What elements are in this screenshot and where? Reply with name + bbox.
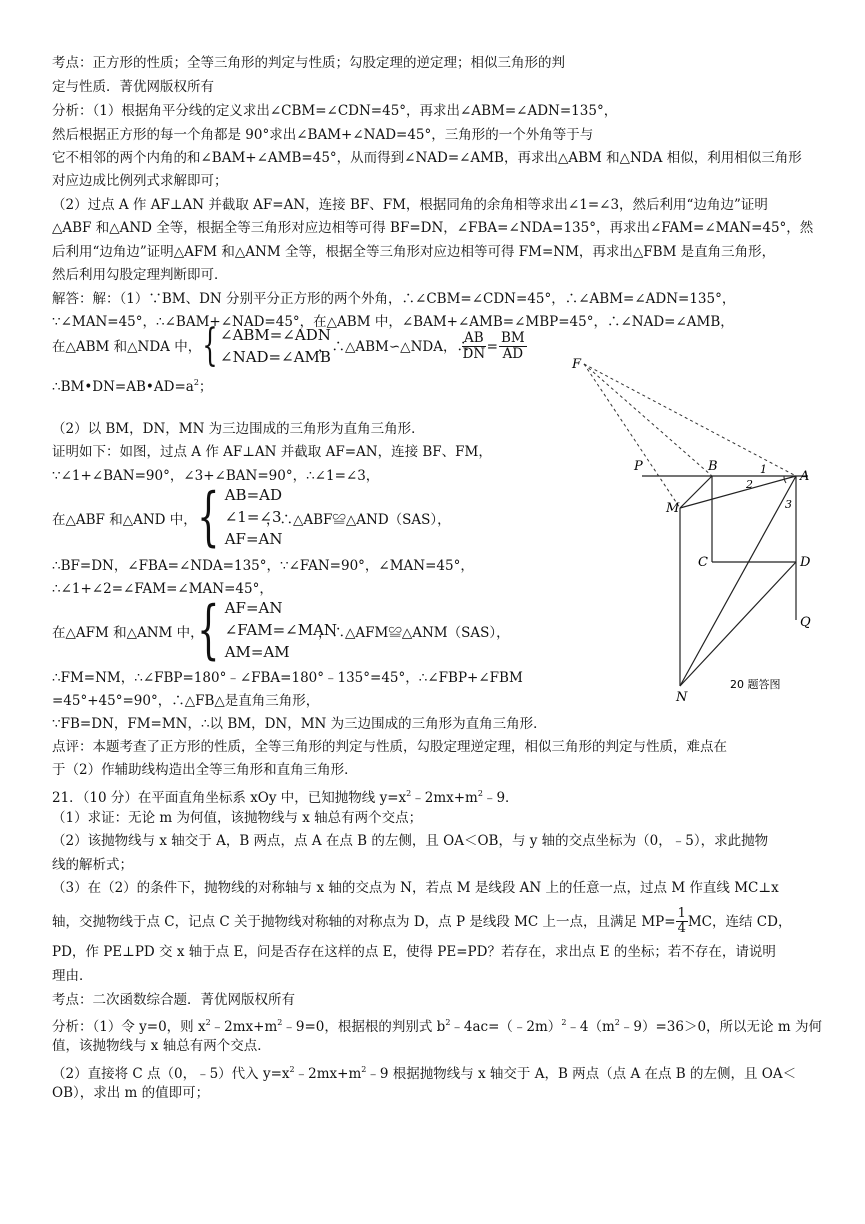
fraction-denominator: AD (502, 346, 524, 362)
brace-icon: { (202, 320, 218, 371)
text-line: 考点：正方形的性质；全等三角形的判定与性质；勾股定理的逆定理；相似三角形的判 (52, 55, 565, 71)
fraction-numerator: AB (464, 330, 484, 346)
text-line: （2）以 BM，DN，MN 为三边围成的三角形为直角三角形． (52, 421, 425, 437)
text-line: ∵∠MAN=45°，∴∠BAM+∠NAD=45°，在△ABM 中，∠BAM+∠AMB=∠MBP=45°，∴∠NAD=∠AMB， (52, 314, 734, 330)
text-line: 点评：本题考查了正方形的性质，全等三角形的判定与性质，勾股定理逆定理，相似三角形的判定与性质，难点在 (52, 739, 727, 755)
text-line: ∴FM=NM，∴∠FBP=180°﹣∠FBA=180°﹣135°=45°，∴∠FBP+∠FBM (52, 670, 523, 686)
question-21-title: 21．（10 分）在平面直角坐标系 xOy 中，已知抛物线 $y=x^2﹣2mx+m^2﹣9$． (52, 789, 519, 806)
system-prefix: 在△ABM 和△NDA 中， (52, 339, 202, 355)
angle-label-1: 1 (760, 463, 767, 476)
system-row: ∠FAM=∠MAN (224, 621, 338, 639)
fraction-numerator: BM (500, 330, 525, 346)
label-a: A (800, 469, 810, 484)
angle-label-2: 2 (746, 478, 753, 491)
fraction-denominator: DN (462, 346, 486, 362)
text-line: 后利用“边角边”证明△AFM 和△ANM 全等，根据全等三角形对应边相等可得 FM=NM，再求出△FBM 是直角三角形， (52, 244, 776, 260)
label-d: D (800, 555, 811, 570)
text-line: （1）求证：无论 m 为何值，该抛物线与 x 轴总有两个交点； (52, 810, 423, 826)
text-line: 定与性质．菁优网版权所有 (52, 79, 214, 95)
text-line: 它不相邻的两个内角的和∠BAM+∠AMB=45°，从而得到∠NAD=∠AMB，再求出△ABM 和△NDA 相似，利用相似三角形 (52, 150, 802, 166)
system-row: ∠1=∠3 (224, 508, 282, 526)
geometry-figure (570, 350, 830, 710)
text-line: 值，该抛物线与 x 轴总有两个交点． (52, 1038, 271, 1054)
text-line: 分析：（1）根据角平分线的定义求出∠CBM=∠CDN=45°，再求出∠ABM=∠ADN=135°， (52, 103, 618, 119)
label-q: Q (800, 615, 811, 630)
label-f: F (572, 357, 582, 372)
brace-icon: { (197, 593, 220, 667)
text-line: △ABF 和△AND 全等，根据全等三角形对应边相等可得 BF=DN，∠FBA=∠NDA=135°，再求出∠FAM=∠MAN=45°，然 (52, 220, 814, 236)
angle-label-3: 3 (785, 498, 792, 511)
text-line: 线的解析式； (52, 857, 133, 873)
text-line: 轴，交抛物线于点 C，记点 C 关于抛物线对称轴的对称点为 D，点 P 是线段 MC 上一点，且满足 MP= $\frac{1}{4}$ MC，连结 CD， (52, 906, 792, 936)
system-row: ∠ABM=∠ADN (220, 326, 331, 344)
text-line: 于（2）作辅助线构造出全等三角形和直角三角形． (52, 762, 358, 778)
text-line: ∴BF=DN，∠FBA=∠NDA=135°，∵∠FAN=90°，∠MAN=45°， (52, 558, 474, 574)
figure-caption: 20 题答图 (730, 678, 781, 691)
brace-icon: { (197, 480, 220, 554)
system-suffix: ，∴△AFM≌△ANM（SAS）， (318, 625, 510, 641)
system-prefix: 在△AFM 和△ANM 中， (52, 625, 204, 641)
text-line: 解答：解：（1）∵BM、DN 分别平分正方形的两个外角，∴∠CBM=∠CDN=45°，∴∠ABM=∠ADN=135°， (52, 291, 736, 307)
label-m: M (666, 501, 680, 516)
label-c: C (698, 555, 708, 570)
text-line: 证明如下：如图，过点 A 作 AF⊥AN 并截取 AF=AN，连接 BF、FM， (52, 444, 492, 460)
system-row: ∠NAD=∠AMB (220, 348, 331, 366)
text-line: ∵FB=DN，FM=MN，∴以 BM，DN，MN 为三边围成的三角形为直角三角形． (52, 716, 547, 732)
system-row: AM=AM (224, 643, 290, 661)
text-line: 然后利用勾股定理判断即可． (52, 267, 228, 283)
fraction-numerator: 1 (677, 906, 686, 921)
system-prefix: 在△ABF 和△AND 中， (52, 512, 197, 528)
equals-sign: = (486, 338, 498, 355)
system-row: AF=AN (224, 530, 283, 548)
equation-system (188, 593, 338, 667)
dashed-fa (584, 364, 796, 476)
text-line: 考点：二次函数综合题．菁优网版权所有 (52, 992, 295, 1008)
text-line: （3）在（2）的条件下，抛物线的对称轴与 x 轴的交点为 N，若点 M 是线段 AN 上的任意一点，过点 M 作直线 MC⊥x (52, 880, 779, 896)
text-line: =45°+45°=90°，∴△FB△是直角三角形， (52, 693, 320, 709)
segment-am (680, 476, 796, 508)
text-line: PD，作 PE⊥PD 交 x 轴于点 E，问是否存在这样的点 E，使得 PE=PD？若存在，求出点 E 的坐标；若不存在，请说明 (52, 944, 776, 960)
system-suffix: ，∴△ABF≌△AND（SAS）， (266, 512, 451, 528)
text-line: （2）直接将 C 点（0，﹣5）代入 $y=x^2﹣2mx+m^2﹣9$ 根据抛物线与 x 轴交于 A，B 两点（点 A 在点 B 的左侧，且 OA＜ (52, 1065, 797, 1082)
label-b: B (708, 459, 718, 474)
text-line: （2）过点 A 作 AF⊥AN 并截取 AF=AN，连接 BF、FM，根据同角的余角相等求出∠1=∠3，然后利用“边角边”证明 (52, 197, 768, 213)
text-line: （2）该抛物线与 x 轴交于 A，B 两点，点 A 在点 B 的左侧，且 OA＜OB，与 y 轴的交点坐标为（0，﹣5），求此抛物 (52, 833, 769, 849)
system-row: AF=AN (224, 599, 283, 617)
text-line: 然后根据正方形的每一个角都是 90°求出∠BAM+∠NAD=45°，三角形的一个外角等于与 (52, 127, 594, 143)
system-suffix: ，∴△ABM∽△NDA，∴ (318, 339, 470, 355)
text-line: ∴∠1+∠2=∠FAM=∠MAN=45°， (52, 581, 273, 597)
text-line: 对应边成比例列式求解即可； (52, 173, 228, 189)
label-p: P (634, 459, 643, 474)
label-n: N (676, 690, 688, 705)
ratio-equation (462, 331, 527, 362)
text-line: 分析：（1）令 y=0，则 $x^2﹣2mx+m^2﹣9=0$，根据根的判别式 $b^2﹣4ac=(﹣2m)^2﹣4(m^2﹣9)=36>0$，所以无论 m 为何 (52, 1018, 822, 1035)
text-line: ∵∠1+∠BAN=90°，∠3+∠BAN=90°，∴∠1=∠3， (52, 468, 380, 484)
fraction-denominator: 4 (677, 921, 686, 936)
equation-system (196, 320, 331, 371)
text-line: 理由． (52, 968, 93, 984)
system-row: AB=AD (224, 486, 283, 504)
text-line: $\therefore BM•DN=AB•AD=a^2$； (52, 378, 213, 395)
text-line: OB），求出 m 的值即可； (52, 1085, 210, 1101)
